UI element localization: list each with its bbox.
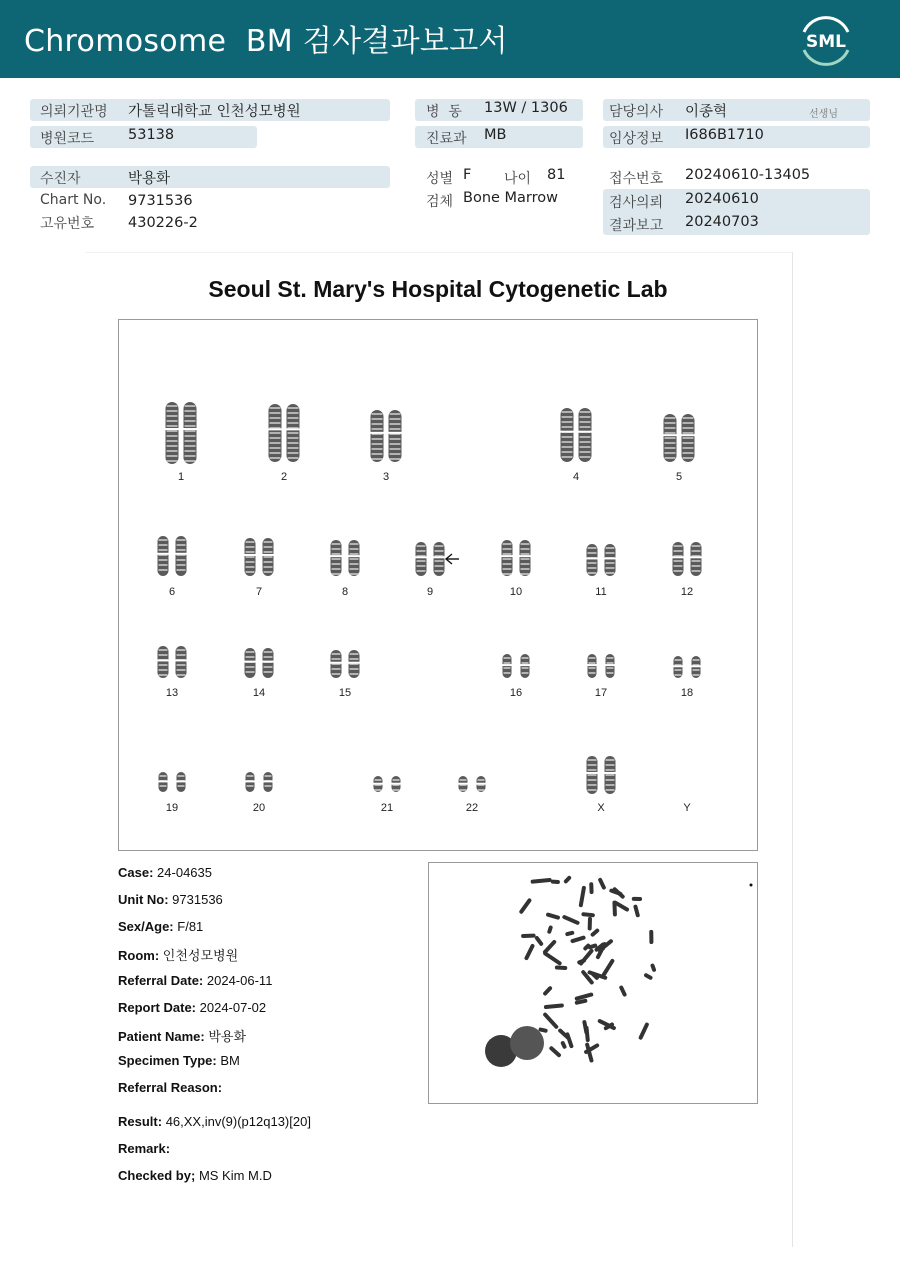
result-value: 46,XX,inv(9)(p12q13)[20] bbox=[165, 1114, 311, 1129]
chromosome-pair-3 bbox=[371, 410, 402, 462]
age-label: 나이 bbox=[504, 171, 532, 187]
room-value: 인천성모병원 bbox=[162, 948, 239, 963]
specimen-type-label: Specimen Type: bbox=[118, 1053, 217, 1068]
doctor-value: 이종혁 bbox=[685, 104, 728, 120]
chromosome-label-20: 20 bbox=[252, 802, 266, 814]
sexage-value: F/81 bbox=[177, 919, 204, 934]
specimen-label: 검체 bbox=[426, 194, 454, 210]
chromosome-label-4: 4 bbox=[572, 471, 580, 483]
chromosome-label-Y: Y bbox=[683, 802, 691, 814]
chromosome-label-2: 2 bbox=[280, 471, 288, 483]
karyogram-panel bbox=[118, 319, 758, 851]
chromosome-label-X: X bbox=[597, 802, 605, 814]
receipt-value: 20240610-13405 bbox=[685, 167, 811, 183]
chromosome-pair-9 bbox=[416, 542, 445, 576]
chromosome-pair-6 bbox=[158, 536, 187, 576]
chromosome-pair-13 bbox=[158, 646, 187, 678]
report-label: 결과보고 bbox=[609, 218, 664, 234]
checked-line bbox=[118, 1168, 272, 1183]
unit-label: Unit No: bbox=[118, 892, 169, 907]
chromosome-pair-10 bbox=[502, 540, 531, 576]
report-value: 20240703 bbox=[685, 214, 759, 230]
institution-label: 의뢰기관명 bbox=[40, 104, 108, 120]
hospital-code-label: 병원코드 bbox=[40, 131, 95, 147]
chromosome-label-21: 21 bbox=[380, 802, 394, 814]
report-date-value: 2024-07-02 bbox=[199, 1000, 267, 1015]
chart-value: 9731536 bbox=[128, 193, 193, 209]
institution-value: 가톨릭대학교 인천성모병원 bbox=[128, 104, 301, 120]
sex-value: F bbox=[463, 167, 472, 183]
result-label: Result: bbox=[118, 1114, 163, 1129]
chromosome-pair-14 bbox=[245, 648, 274, 678]
department-label: 진료과 bbox=[426, 131, 467, 147]
chromosome-pair-X bbox=[587, 756, 616, 794]
checked-label: Checked by; bbox=[118, 1168, 196, 1183]
chromosome-label-9: 9 bbox=[426, 586, 434, 598]
sexage-line bbox=[118, 919, 203, 934]
chromosome-pair-21 bbox=[374, 776, 401, 792]
chromosome-label-17: 17 bbox=[594, 687, 608, 699]
unique-label: 고유번호 bbox=[40, 216, 95, 232]
age-value: 81 bbox=[547, 167, 566, 183]
chromosome-label-7: 7 bbox=[255, 586, 263, 598]
case-label: Case: bbox=[118, 865, 154, 880]
chromosome-pair-4 bbox=[561, 408, 592, 462]
sml-logo bbox=[798, 12, 854, 68]
chromosome-label-16: 16 bbox=[509, 687, 523, 699]
room-line bbox=[118, 945, 238, 964]
remark-line bbox=[118, 1141, 170, 1156]
patient-row-bg bbox=[30, 166, 390, 188]
chromosome-label-15: 15 bbox=[338, 687, 352, 699]
patient-name-label: Patient Name: bbox=[118, 1029, 205, 1044]
referral-reason-line bbox=[118, 1080, 222, 1095]
ward-value: 13W / 1306 bbox=[484, 100, 568, 116]
chromosome-pair-2 bbox=[269, 404, 300, 462]
chromosome-pair-20 bbox=[246, 772, 273, 792]
result-line bbox=[118, 1114, 311, 1129]
speck bbox=[750, 884, 753, 887]
request-label: 검사의뢰 bbox=[609, 195, 664, 211]
chromosome-label-8: 8 bbox=[341, 586, 349, 598]
chromosome-pair-1 bbox=[166, 402, 197, 464]
unit-line bbox=[118, 892, 223, 907]
chromosome-pair-5 bbox=[664, 414, 695, 462]
chromosome-label-5: 5 bbox=[675, 471, 683, 483]
report-date-label: Report Date: bbox=[118, 1000, 197, 1015]
clinical-value: I686B1710 bbox=[685, 127, 764, 143]
report-date-line bbox=[118, 1000, 266, 1015]
hospital-code-value: 53138 bbox=[128, 127, 175, 143]
unit-value: 9731536 bbox=[172, 892, 223, 907]
chromosome-pair-16 bbox=[503, 654, 530, 678]
chromosome-label-22: 22 bbox=[465, 802, 479, 814]
receipt-label: 접수번호 bbox=[609, 171, 664, 187]
sexage-label: Sex/Age: bbox=[118, 919, 174, 934]
doctor-suffix: 선생님 bbox=[809, 109, 838, 120]
metaphase-image-panel bbox=[428, 862, 758, 1104]
chromosome-pair-19 bbox=[159, 772, 186, 792]
chromosome-label-19: 19 bbox=[165, 802, 179, 814]
ward-label: 병 동 bbox=[426, 104, 462, 120]
interphase-nuclei bbox=[485, 1026, 544, 1067]
patient-name-line bbox=[118, 1026, 246, 1045]
chromosome-pair-17 bbox=[588, 654, 615, 678]
patient-name-value: 박용화 bbox=[208, 1029, 247, 1044]
chromosome-pair-15 bbox=[331, 650, 360, 678]
referral-date-label: Referral Date: bbox=[118, 973, 204, 988]
specimen-value: Bone Marrow bbox=[463, 190, 559, 206]
remark-label: Remark: bbox=[118, 1141, 171, 1156]
chromosome-label-1: 1 bbox=[177, 471, 185, 483]
specimen-type-value: BM bbox=[220, 1053, 240, 1068]
chromosome-pair-18 bbox=[674, 656, 701, 678]
referral-date-value: 2024-06-11 bbox=[206, 973, 273, 988]
department-value: MB bbox=[484, 127, 507, 143]
request-value: 20240610 bbox=[685, 191, 759, 207]
logo-text: SML bbox=[806, 32, 846, 52]
karyogram-image bbox=[119, 320, 757, 850]
chromosome-label-12: 12 bbox=[680, 586, 694, 598]
report-header bbox=[0, 0, 900, 78]
specimen-type-line bbox=[118, 1053, 240, 1068]
room-label: Room: bbox=[118, 948, 160, 963]
chromosome-pair-22 bbox=[459, 776, 486, 792]
patient-value: 박용화 bbox=[128, 171, 171, 187]
unique-value: 430226-2 bbox=[128, 215, 198, 231]
referral-date-line bbox=[118, 973, 272, 988]
case-line bbox=[118, 865, 212, 880]
metaphase-image bbox=[429, 863, 757, 1103]
chromosome-pair-8 bbox=[331, 540, 360, 576]
chromosome-label-14: 14 bbox=[252, 687, 266, 699]
chart-label: Chart No. bbox=[40, 192, 107, 208]
lab-title: Seoul St. Mary's Hospital Cytogenetic Lab bbox=[208, 276, 668, 302]
report-title: Chromosome BM 검사결과보고서 bbox=[24, 24, 508, 59]
sex-label: 성별 bbox=[426, 171, 454, 187]
doctor-label: 담당의사 bbox=[609, 104, 664, 120]
chromosome-label-13: 13 bbox=[165, 687, 179, 699]
checked-value: MS Kim M.D bbox=[198, 1168, 272, 1183]
chromosome-pair-12 bbox=[673, 542, 702, 576]
chromosome-label-18: 18 bbox=[680, 687, 694, 699]
chromosome-label-6: 6 bbox=[168, 586, 176, 598]
referral-reason-label: Referral Reason: bbox=[118, 1080, 223, 1095]
chromosome-label-3: 3 bbox=[382, 471, 390, 483]
inversion-arrow-icon bbox=[446, 554, 459, 564]
chromosome-pair-11 bbox=[587, 544, 616, 576]
chromosome-pair-7 bbox=[245, 538, 274, 576]
patient-label: 수진자 bbox=[40, 171, 81, 187]
clinical-label: 임상정보 bbox=[609, 131, 664, 147]
chromosome-label-10: 10 bbox=[509, 586, 523, 598]
case-value: 24-04635 bbox=[157, 865, 212, 880]
chromosome-label-11: 11 bbox=[595, 586, 607, 598]
